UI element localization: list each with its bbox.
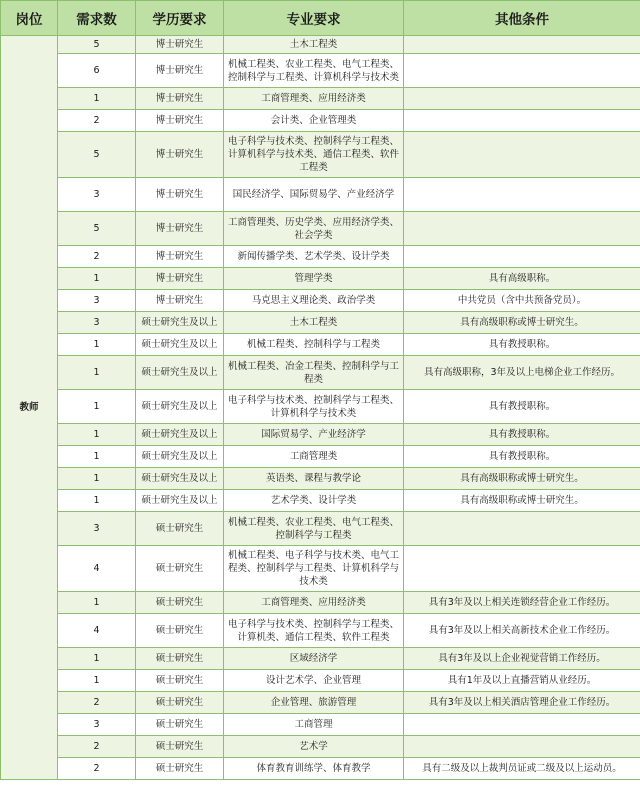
major-cell: 工商管理类、应用经济类: [224, 88, 404, 110]
other-cell: [404, 546, 640, 592]
table-row: [1, 758, 640, 780]
table-row: [1, 246, 640, 268]
education-cell: 硕士研究生及以上: [136, 446, 224, 468]
count-cell: 2: [58, 110, 136, 132]
table-row: [1, 390, 640, 424]
other-cell: 具有高级职称。: [404, 268, 640, 290]
education-cell: 硕士研究生: [136, 714, 224, 736]
education-cell: 硕士研究生及以上: [136, 424, 224, 446]
education-cell: 博士研究生: [136, 36, 224, 54]
other-cell: 具有高级职称或博士研究生。: [404, 468, 640, 490]
major-cell: 区域经济学: [224, 648, 404, 670]
header-count: 需求数: [58, 1, 136, 36]
other-cell: 中共党员（含中共预备党员）。: [404, 290, 640, 312]
other-cell: [404, 88, 640, 110]
major-cell: 艺术学: [224, 736, 404, 758]
other-cell: [404, 36, 640, 54]
other-cell: [404, 132, 640, 178]
education-cell: 硕士研究生: [136, 758, 224, 780]
table-row: [1, 88, 640, 110]
major-cell: 机械工程类、电子科学与技术类、电气工程类、控制科学与工程类、计算机科学与技术类: [224, 546, 404, 592]
major-cell: 机械工程类、冶金工程类、控制科学与工程类: [224, 356, 404, 390]
count-cell: 3: [58, 290, 136, 312]
count-cell: 1: [58, 468, 136, 490]
header-major: 专业要求: [224, 1, 404, 36]
table-row: [1, 614, 640, 648]
count-cell: 2: [58, 736, 136, 758]
count-cell: 2: [58, 692, 136, 714]
count-cell: 3: [58, 512, 136, 546]
other-cell: [404, 512, 640, 546]
count-cell: 1: [58, 88, 136, 110]
education-cell: 硕士研究生: [136, 736, 224, 758]
table-row: [1, 592, 640, 614]
major-cell: 工商管理类、历史学类、应用经济学类、社会学类: [224, 212, 404, 246]
table-row: [1, 670, 640, 692]
education-cell: 博士研究生: [136, 290, 224, 312]
major-cell: 企业管理、旅游管理: [224, 692, 404, 714]
count-cell: 1: [58, 490, 136, 512]
major-cell: 电子科学与技术类、控制科学与工程类、计算机类、通信工程类、软件工程类: [224, 614, 404, 648]
major-cell: 电子科学与技术类、控制科学与工程类、计算机科学与技术类: [224, 390, 404, 424]
other-cell: 具有3年及以上企业视觉营销工作经历。: [404, 648, 640, 670]
other-cell: 具有教授职称。: [404, 334, 640, 356]
major-cell: 工商管理类: [224, 446, 404, 468]
table-body: [1, 36, 640, 780]
other-cell: [404, 714, 640, 736]
table-row: [1, 648, 640, 670]
header-other: 其他条件: [404, 1, 640, 36]
count-cell: 6: [58, 54, 136, 88]
other-cell: 具有教授职称。: [404, 446, 640, 468]
table-row: [1, 212, 640, 246]
education-cell: 博士研究生: [136, 212, 224, 246]
major-cell: 会计类、企业管理类: [224, 110, 404, 132]
table-row: [1, 446, 640, 468]
major-cell: 英语类、课程与教学论: [224, 468, 404, 490]
header-education: 学历要求: [136, 1, 224, 36]
education-cell: 硕士研究生: [136, 512, 224, 546]
major-cell: 管理学类: [224, 268, 404, 290]
table-row: [1, 54, 640, 88]
count-cell: 4: [58, 546, 136, 592]
table-row: [1, 268, 640, 290]
education-cell: 硕士研究生及以上: [136, 390, 224, 424]
table-row: [1, 36, 640, 54]
education-cell: 硕士研究生: [136, 592, 224, 614]
other-cell: [404, 736, 640, 758]
table-row: [1, 490, 640, 512]
other-cell: 具有1年及以上直播营销从业经历。: [404, 670, 640, 692]
other-cell: [404, 178, 640, 212]
other-cell: 具有3年及以上相关连锁经营企业工作经历。: [404, 592, 640, 614]
count-cell: 1: [58, 334, 136, 356]
education-cell: 硕士研究生: [136, 648, 224, 670]
major-cell: 体育教育训练学、体育教学: [224, 758, 404, 780]
position-cell: 教师: [1, 36, 58, 780]
education-cell: 硕士研究生: [136, 614, 224, 648]
education-cell: 博士研究生: [136, 178, 224, 212]
major-cell: 艺术学类、设计学类: [224, 490, 404, 512]
major-cell: 工商管理类、应用经济类: [224, 592, 404, 614]
header-row: [1, 1, 640, 36]
education-cell: 博士研究生: [136, 88, 224, 110]
count-cell: 2: [58, 758, 136, 780]
count-cell: 1: [58, 648, 136, 670]
education-cell: 硕士研究生: [136, 670, 224, 692]
education-cell: 博士研究生: [136, 54, 224, 88]
education-cell: 博士研究生: [136, 110, 224, 132]
other-cell: [404, 212, 640, 246]
header-position: 岗位: [1, 1, 58, 36]
other-cell: [404, 54, 640, 88]
count-cell: 3: [58, 714, 136, 736]
major-cell: 工商管理: [224, 714, 404, 736]
other-cell: 具有高级职称或博士研究生。: [404, 312, 640, 334]
count-cell: 1: [58, 592, 136, 614]
major-cell: 土木工程类: [224, 36, 404, 54]
table-row: [1, 714, 640, 736]
count-cell: 1: [58, 446, 136, 468]
education-cell: 博士研究生: [136, 246, 224, 268]
count-cell: 3: [58, 312, 136, 334]
education-cell: 硕士研究生及以上: [136, 468, 224, 490]
education-cell: 博士研究生: [136, 132, 224, 178]
count-cell: 4: [58, 614, 136, 648]
major-cell: 土木工程类: [224, 312, 404, 334]
count-cell: 1: [58, 268, 136, 290]
table-row: [1, 546, 640, 592]
table-row: [1, 290, 640, 312]
major-cell: 新闻传播学类、艺术学类、设计学类: [224, 246, 404, 268]
education-cell: 硕士研究生: [136, 692, 224, 714]
table-row: [1, 312, 640, 334]
count-cell: 3: [58, 178, 136, 212]
table-row: [1, 468, 640, 490]
table-row: [1, 110, 640, 132]
table-row: [1, 736, 640, 758]
education-cell: 硕士研究生及以上: [136, 356, 224, 390]
major-cell: 马克思主义理论类、政治学类: [224, 290, 404, 312]
table-row: [1, 424, 640, 446]
table-row: [1, 132, 640, 178]
count-cell: 1: [58, 424, 136, 446]
count-cell: 5: [58, 36, 136, 54]
table-row: [1, 334, 640, 356]
major-cell: 国际贸易学、产业经济学: [224, 424, 404, 446]
education-cell: 硕士研究生: [136, 546, 224, 592]
major-cell: 机械工程类、农业工程类、电气工程类、控制科学与工程类、计算机科学与技术类: [224, 54, 404, 88]
education-cell: 硕士研究生及以上: [136, 312, 224, 334]
other-cell: 具有教授职称。: [404, 390, 640, 424]
table-row: [1, 692, 640, 714]
table-row: [1, 512, 640, 546]
count-cell: 5: [58, 212, 136, 246]
table-row: [1, 178, 640, 212]
count-cell: 1: [58, 356, 136, 390]
major-cell: 机械工程类、农业工程类、电气工程类、控制科学与工程类: [224, 512, 404, 546]
other-cell: [404, 110, 640, 132]
education-cell: 硕士研究生及以上: [136, 334, 224, 356]
other-cell: 具有高级职称或博士研究生。: [404, 490, 640, 512]
major-cell: 电子科学与技术类、控制科学与工程类、计算机科学与技术类、通信工程类、软件工程类: [224, 132, 404, 178]
education-cell: 博士研究生: [136, 268, 224, 290]
other-cell: 具有高级职称，3年及以上电梯企业工作经历。: [404, 356, 640, 390]
count-cell: 1: [58, 390, 136, 424]
count-cell: 1: [58, 670, 136, 692]
other-cell: 具有3年及以上相关酒店管理企业工作经历。: [404, 692, 640, 714]
count-cell: 5: [58, 132, 136, 178]
education-cell: 硕士研究生及以上: [136, 490, 224, 512]
major-cell: 国民经济学、国际贸易学、产业经济学: [224, 178, 404, 212]
count-cell: 2: [58, 246, 136, 268]
other-cell: [404, 246, 640, 268]
other-cell: 具有二级及以上裁判员证或二级及以上运动员。: [404, 758, 640, 780]
other-cell: 具有3年及以上相关高新技术企业工作经历。: [404, 614, 640, 648]
table-row: [1, 356, 640, 390]
major-cell: 设计艺术学、企业管理: [224, 670, 404, 692]
other-cell: 具有教授职称。: [404, 424, 640, 446]
major-cell: 机械工程类、控制科学与工程类: [224, 334, 404, 356]
